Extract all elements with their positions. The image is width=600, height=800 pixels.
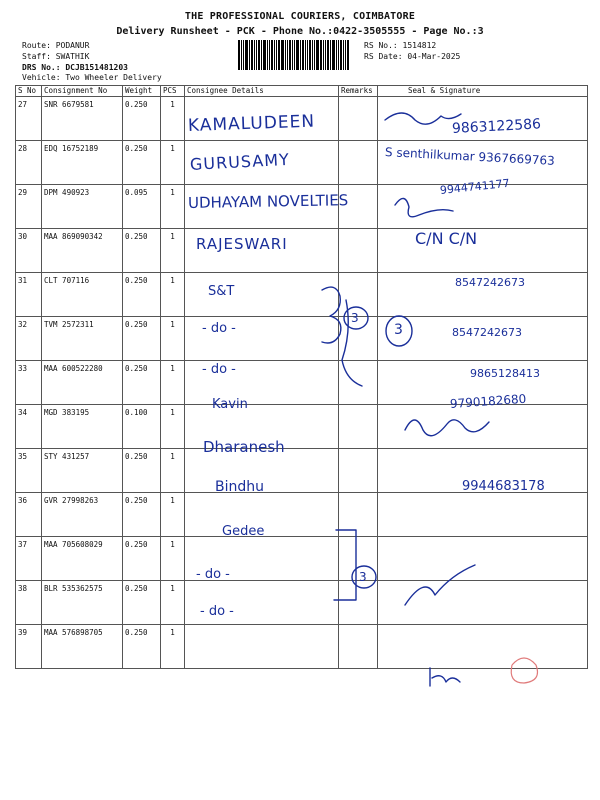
consignment-cell: MAA 576898705 [42, 625, 123, 669]
handwritten-signature: 9944741177 [439, 176, 511, 197]
col-consignment: Consignment No [42, 86, 123, 97]
sno-cell: 27 [16, 97, 42, 141]
runsheet-title: Delivery Runsheet - PCK - Phone No.:0422-3505555 - Page No.:3 [116, 26, 484, 37]
weight-cell: 0.250 [123, 449, 161, 493]
handwritten-consignee: - do - [202, 321, 236, 336]
consignment-cell: BLR 535362575 [42, 581, 123, 625]
pcs-cell: 1 [161, 185, 185, 229]
rs-number: RS No.: 1514812 [364, 41, 437, 50]
route-label: Route: PODANUR [22, 41, 90, 50]
sno-cell: 28 [16, 141, 42, 185]
weight-cell: 0.250 [123, 317, 161, 361]
staff-label: Staff: SWATHIK [22, 52, 90, 61]
consignment-cell: SNR 6679581 [42, 97, 123, 141]
consignment-cell: GVR 27998263 [42, 493, 123, 537]
consignment-cell: CLT 707116 [42, 273, 123, 317]
col-sno: S No [16, 86, 42, 97]
handwritten-consignee: RAJESWARI [196, 235, 288, 253]
col-weight: Weight [123, 86, 161, 97]
weight-cell: 0.250 [123, 97, 161, 141]
weight-cell: 0.250 [123, 581, 161, 625]
handwritten-consignee: KAMALUDEEN [187, 111, 316, 136]
sno-cell: 30 [16, 229, 42, 273]
pcs-cell: 1 [161, 405, 185, 449]
handwritten-consignee: Dharanesh [203, 438, 285, 456]
handwritten-signature: 9865128413 [470, 367, 540, 380]
handwritten-consignee: UDHAYAM NOVELTIES [187, 191, 349, 212]
pcs-cell: 1 [161, 625, 185, 669]
consignment-cell: STY 431257 [42, 449, 123, 493]
pcs-cell: 1 [161, 273, 185, 317]
pcs-cell: 1 [161, 537, 185, 581]
handwritten-signature: 9790182680 [449, 391, 527, 411]
sno-cell: 33 [16, 361, 42, 405]
pcs-cell: 1 [161, 229, 185, 273]
sno-cell: 29 [16, 185, 42, 229]
handwritten-consignee: - do - [202, 362, 236, 377]
handwritten-signature: 9863122586 [451, 116, 542, 137]
handwritten-signature: S senthilkumar 9367669763 [384, 145, 556, 168]
handwritten-signature: 8547242673 [455, 276, 525, 289]
sno-cell: 39 [16, 625, 42, 669]
weight-cell: 0.250 [123, 537, 161, 581]
sno-cell: 34 [16, 405, 42, 449]
weight-cell: 0.100 [123, 405, 161, 449]
handwritten-consignee: Gedee [222, 524, 265, 539]
weight-cell: 0.250 [123, 273, 161, 317]
weight-cell: 0.095 [123, 185, 161, 229]
consignment-cell: MAA 600522280 [42, 361, 123, 405]
weight-cell: 0.250 [123, 625, 161, 669]
sno-cell: 38 [16, 581, 42, 625]
drs-number: DRS No.: DCJB151481203 [22, 63, 128, 72]
handwritten-signature: C/N C/N [415, 229, 478, 248]
sno-cell: 32 [16, 317, 42, 361]
handwritten-consignee: S&T [208, 284, 235, 299]
col-remarks: Remarks [339, 86, 378, 97]
col-consignee: Consignee Details [185, 86, 339, 97]
weight-cell: 0.250 [123, 493, 161, 537]
pcs-cell: 1 [161, 449, 185, 493]
weight-cell: 0.250 [123, 141, 161, 185]
sno-cell: 37 [16, 537, 42, 581]
pcs-cell: 1 [161, 141, 185, 185]
weight-cell: 0.250 [123, 229, 161, 273]
col-signature: Seal & Signature [378, 86, 588, 97]
sno-cell: 31 [16, 273, 42, 317]
col-pcs: PCS [161, 86, 185, 97]
vehicle-label: Vehicle: Two Wheeler Delivery [22, 73, 162, 82]
consignment-cell: MAA 869090342 [42, 229, 123, 273]
consignment-cell: MGD 383195 [42, 405, 123, 449]
pcs-cell: 1 [161, 581, 185, 625]
rs-date: RS Date: 04-Mar-2025 [364, 52, 461, 61]
pcs-cell: 1 [161, 317, 185, 361]
consignment-cell: TVM 2572311 [42, 317, 123, 361]
consignment-cell: DPM 490923 [42, 185, 123, 229]
consignment-cell: EDQ 16752189 [42, 141, 123, 185]
handwritten-consignee: - do - [196, 567, 230, 582]
weight-cell: 0.250 [123, 361, 161, 405]
handwritten-consignee: GURUSAMY [189, 149, 291, 174]
pcs-cell: 1 [161, 97, 185, 141]
count-circle-mid: 3 [394, 322, 403, 338]
handwritten-consignee: - do - [200, 604, 234, 619]
sno-cell: 36 [16, 493, 42, 537]
count-circle-bottom: 3 [359, 570, 367, 584]
sno-cell: 35 [16, 449, 42, 493]
consignment-cell: MAA 705608029 [42, 537, 123, 581]
count-circle-top: 3 [351, 311, 359, 325]
pcs-cell: 1 [161, 493, 185, 537]
handwritten-signature: 8547242673 [452, 326, 522, 339]
company-title: THE PROFESSIONAL COURIERS, COIMBATORE [184, 11, 416, 22]
handwritten-consignee: Bindhu [215, 479, 264, 495]
handwritten-signature: 9944683178 [462, 479, 545, 494]
pcs-cell: 1 [161, 361, 185, 405]
handwritten-consignee: Kavin [212, 397, 248, 412]
